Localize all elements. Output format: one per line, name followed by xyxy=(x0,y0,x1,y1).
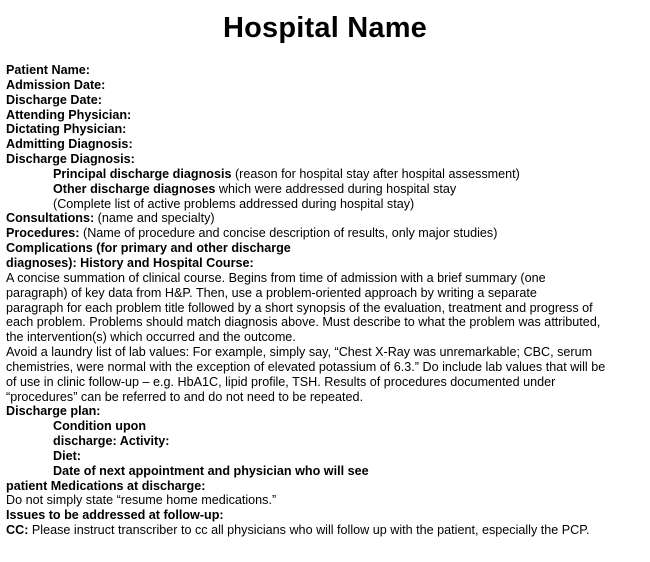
discharge-diagnosis-label: Discharge Diagnosis: xyxy=(6,152,135,167)
principal-diagnosis-line xyxy=(6,167,646,182)
other-diagnoses-label: Other discharge diagnoses xyxy=(53,181,216,196)
procedures-text: (Name of procedure and concise description of results, only major studies) xyxy=(79,226,498,241)
attending-physician-label: Attending Physician: xyxy=(6,107,132,122)
admission-date-label: Admission Date: xyxy=(6,77,106,92)
consultations-text: (name and specialty) xyxy=(94,211,215,226)
medications-label: patient Medications at discharge: xyxy=(6,478,206,493)
procedures-line xyxy=(6,226,646,241)
complications-heading-line-1: Complications (for primary and other discharge xyxy=(6,241,291,256)
course-text-line: A concise summation of clinical course. Begins from time of admission with a brief summary (one xyxy=(6,270,546,285)
other-diagnoses-line xyxy=(6,182,646,197)
course-text-line: chemistries, were normal with the exception of elevated potassium of 6.3.” Do include lab values that will be xyxy=(6,359,606,374)
next-appointment-label: Date of next appointment and physician who will see xyxy=(53,463,369,478)
medications-text: Do not simply state “resume home medications.” xyxy=(6,493,277,508)
consultations-label: Consultations: xyxy=(6,211,95,226)
patient-name-label: Patient Name: xyxy=(6,63,90,77)
principal-diagnosis-label: Principal discharge diagnosis xyxy=(53,166,232,181)
course-text-line: the intervention(s) which occurred and the outcome. xyxy=(6,330,296,345)
course-text-line: Avoid a laundry list of lab values: For example, simply say, “Chest X-Ray was unremarkable; CBC, serum xyxy=(6,345,593,360)
condition-upon-label: Condition upon xyxy=(53,419,147,434)
diet-label: Diet: xyxy=(53,448,81,463)
cc-text: Please instruct transcriber to cc all physicians who will follow up with the patient, especially the PCP. xyxy=(28,523,590,538)
hospital-name-title: Hospital Name xyxy=(222,12,428,44)
cc-line xyxy=(6,523,646,538)
follow-up-label: Issues to be addressed at follow-up: xyxy=(6,508,224,523)
admitting-diagnosis-label: Admitting Diagnosis: xyxy=(6,137,133,152)
consultations-line xyxy=(6,211,646,226)
other-diagnoses-note: which were addressed during hospital stay xyxy=(215,181,457,196)
principal-diagnosis-note: (reason for hospital stay after hospital assessment) xyxy=(231,166,520,181)
course-text-line: of use in clinic follow-up – e.g. HbA1C, lipid profile, TSH. Results of procedures documented under xyxy=(6,374,556,389)
course-text-line: paragraph for each problem title followed by a short synopsis of the evaluation, treatment and progress of xyxy=(6,300,593,315)
procedures-label: Procedures: xyxy=(6,226,80,241)
course-text-line: “procedures” can be referred to and do not need to be repeated. xyxy=(6,389,364,404)
discharge-plan-label: Discharge plan: xyxy=(6,404,101,419)
cc-label: CC: xyxy=(6,523,29,538)
complications-heading-line-2: diagnoses): History and Hospital Course: xyxy=(6,255,254,270)
course-text-line: paragraph) of key data from H&P. Then, use a problem-oriented approach by writing a separate xyxy=(6,285,537,300)
complete-list-note: (Complete list of active problems addressed during hospital stay) xyxy=(53,196,415,211)
discharge-date-label: Discharge Date: xyxy=(6,92,102,107)
discharge-summary-body xyxy=(6,63,646,538)
discharge-activity-label: discharge: Activity: xyxy=(53,434,170,449)
course-text-line: each problem. Problems should match diagnosis above. Must describe to what the problem was attributed, xyxy=(6,315,601,330)
dictating-physician-label: Dictating Physician: xyxy=(6,122,127,137)
